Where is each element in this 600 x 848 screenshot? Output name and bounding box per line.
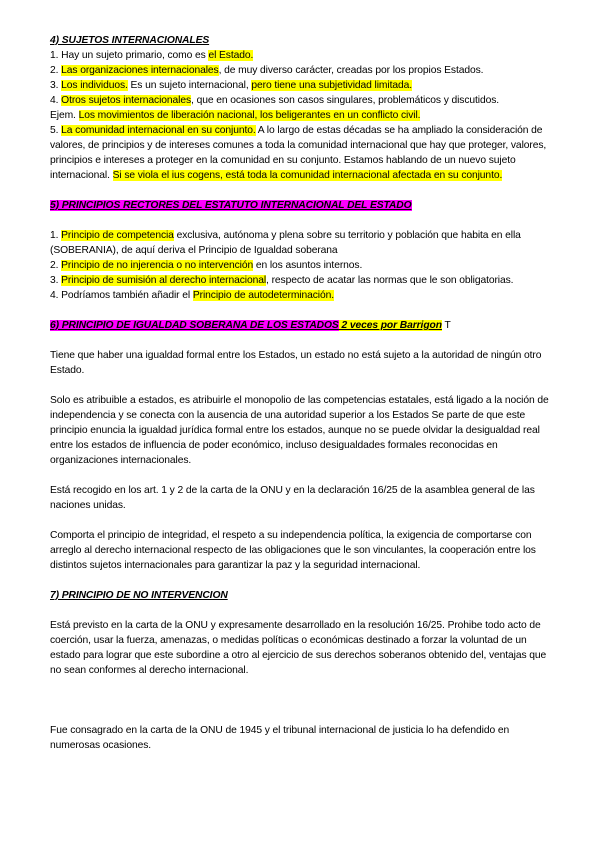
s4-item-5: 5. La comunidad internacional en su conjunto. A lo largo de estas décadas se ha ampliado la consideración de valores, de principios y de intereses comunes a toda la comunidad internacional que hay que proteger, valores, principios e intereses a proteger en la comunidad en su conjunto. Estamos hablando de un nuevo sujeto internacional. Si se viola el ius cogens, está toda la comunidad internacional afectada en su conjunto. [50, 125, 547, 181]
s6-paragraph-2: Solo es atribuible a estados, es atribuirle el monopolio de las competencias estatales, está ligado a la noción de independencia y se conecta con la ausencia de una autoridad superior a los Estados Se parte de que este principio enuncia la igualdad jurídica formal entre los estados, aunque no se puede olvidar la desigualdad real entre los estados de influencia de poder económico, incluso desigualdades formales reconocidas en organizaciones internacionales. [50, 395, 549, 466]
s5-item-4: 4. Podríamos también añadir el Principio de autodeterminación. [50, 290, 335, 301]
s5-item-1: 1. Principio de competencia exclusiva, autónoma y plena sobre su territorio y población que habita en ella (SOBERANIA), de aquí deriva el Principio de Igualdad soberana [50, 230, 521, 256]
document-page [50, 33, 556, 753]
section-7-title: 7) PRINCIPIO DE NO INTERVENCION [50, 590, 228, 601]
s5-item-3: 3. Principio de sumisión al derecho internacional, respecto de acatar las normas que le son obligatorias. [50, 275, 514, 286]
s4-item-4: 4. Otros sujetos internacionales, que en ocasiones son casos singulares, problemáticos y discutidos. [50, 95, 500, 106]
s6-paragraph-1: Tiene que haber una igualdad formal entre los Estados, un estado no está sujeto a la autoridad de ningún otro Estado. [50, 350, 542, 376]
section-5-title: 5) PRINCIPIOS RECTORES DEL ESTATUTO INTERNACIONAL DEL ESTADO [50, 200, 412, 211]
s5-item-2: 2. Principio de no injerencia o no intervención en los asuntos internos. [50, 260, 363, 271]
s4-item-2: 2. Las organizaciones internacionales, de muy diverso carácter, creadas por los propios Estados. [50, 65, 484, 76]
s4-item-1: 1. Hay un sujeto primario, como es el Estado. [50, 50, 254, 61]
section-4-title: 4) SUJETOS INTERNACIONALES [50, 35, 210, 46]
s4-item-3: 3. Los individuos. Es un sujeto internacional, pero tiene una subjetividad limitada. [50, 80, 412, 91]
section-6-title: 6) PRINCIPIO DE IGUALDAD SOBERANA DE LOS ESTADOS 2 veces por Barrigon T [50, 320, 451, 331]
s6-paragraph-4: Comporta el principio de integridad, el respeto a su independencia política, la exigencia de comportarse con arreglo al derecho internacional respecto de las obligaciones que le son vinculantes, la cooperación entre los distintos sujetos internacionales para garantizar la paz y la seguridad internacional. [50, 530, 536, 571]
s4-item-4-example: Ejem. Los movimientos de liberación nacional, los beligerantes en un conflicto civil. [50, 110, 421, 121]
s7-paragraph-2: Fue consagrado en la carta de la ONU de 1945 y el tribunal internacional de justicia lo ha defendido en numerosas ocasiones. [50, 725, 510, 751]
s7-paragraph-1: Está previsto en la carta de la ONU y expresamente desarrollado en la resolución 16/25. Prohibe todo acto de coerción, usar la fuerza, amenazas, o medidas políticas o económicas destinado a forzar la voluntad de un estado para lograr que este subordine a otro al ejercicio de sus derechos soberanos obtenido del, ventajas que no sean conformes al derecho internacional. [50, 620, 547, 676]
s6-paragraph-3: Está recogido en los art. 1 y 2 de la carta de la ONU y en la declaración 16/25 de la asamblea general de las naciones unidas. [50, 485, 535, 511]
